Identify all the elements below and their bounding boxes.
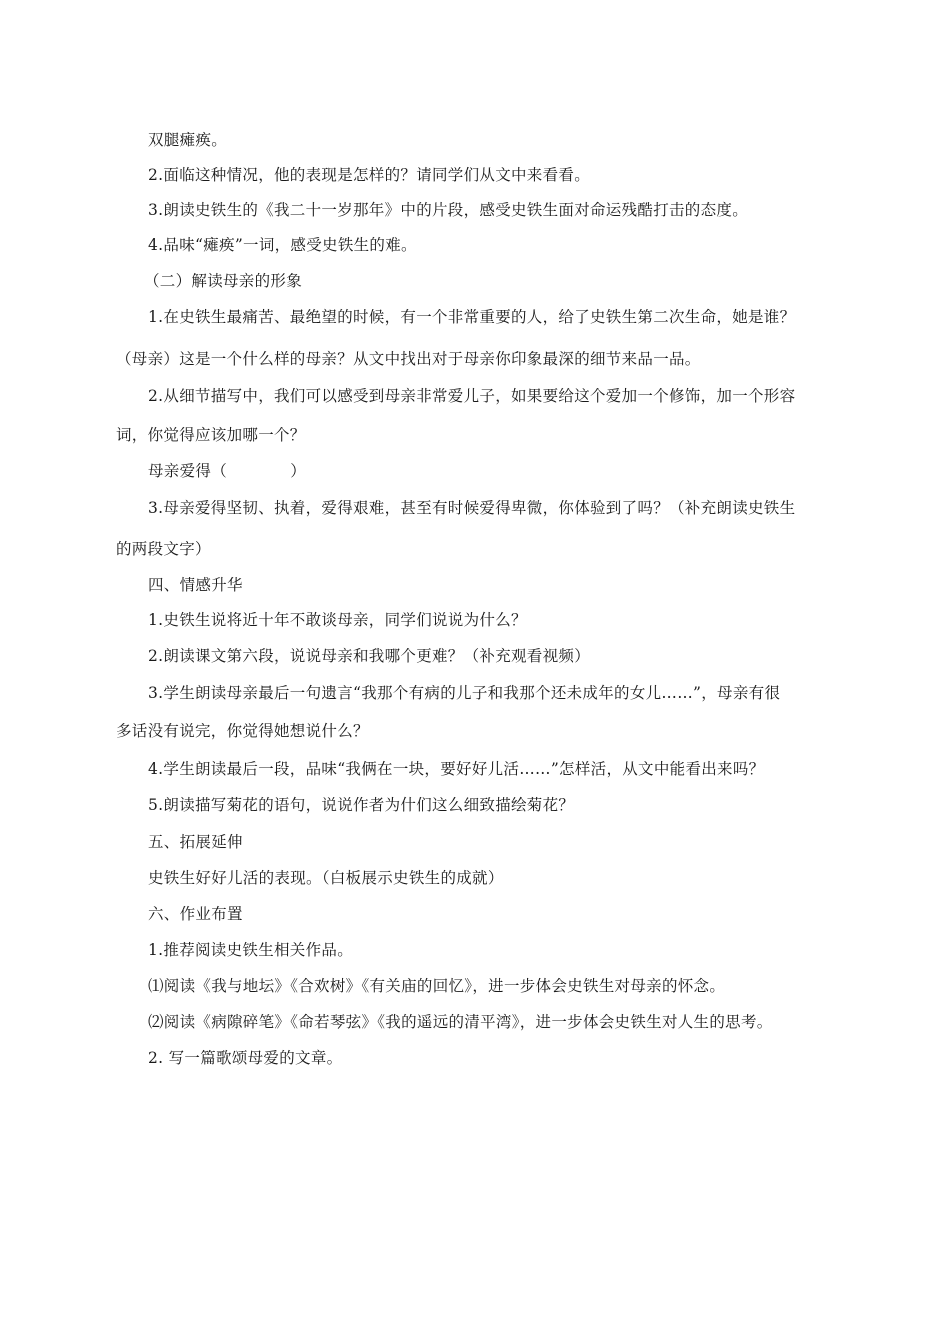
question-4: 4.品味“瘫痪”一词，感受史铁生的难。 [148, 236, 417, 254]
mother-question-3: 3.母亲爱得坚韧、执着，爱得艰难，甚至有时候爱得卑微，你体验到了吗？（补充朗读史铁生 [148, 499, 796, 517]
section-heading-mother-image: （二）解读母亲的形象 [144, 272, 303, 290]
emotion-question-5: 5.朗读描写菊花的语句，说说作者为什们这么细致描绘菊花？ [148, 796, 575, 814]
question-2: 2.面临这种情况，他的表现是怎样的？请同学们从文中来看看。 [148, 166, 590, 184]
section-heading-emotion: 四、情感升华 [148, 576, 243, 594]
question-3: 3.朗读史铁生的《我二十一岁那年》中的片段，感受史铁生面对命运残酷打击的态度。 [148, 201, 748, 219]
section-heading-extension: 五、拓展延伸 [148, 833, 243, 851]
fill-in-blank: 母亲爱得（ ） [148, 462, 307, 480]
emotion-question-3: 3.学生朗读母亲最后一句遗言“我那个有病的儿子和我那个还未成年的女儿……”，母亲有很 [148, 684, 781, 702]
emotion-question-3-cont: 多话没有说完，你觉得她想说什么？ [116, 722, 369, 740]
emotion-question-1: 1.史铁生说将近十年不敢谈母亲，同学们说说为什么？ [148, 611, 527, 629]
section-heading-homework: 六、作业布置 [148, 905, 243, 923]
text-line-1: 双腿瘫痪。 [148, 131, 228, 149]
homework-item-1b: ⑵阅读《病隙碎笔》《命若琴弦》《我的遥远的清平湾》，进一步体会史铁生对人生的思考。 [148, 1013, 773, 1031]
mother-question-2-cont: 词，你觉得应该加哪一个？ [116, 426, 306, 444]
mother-question-3-cont: 的两段文字） [116, 540, 211, 558]
emotion-question-4: 4.学生朗读最后一段，品味“我俩在一块，要好好儿活……”怎样活，从文中能看出来吗？ [148, 760, 765, 778]
homework-item-2: 2. 写一篇歌颂母爱的文章。 [148, 1049, 343, 1067]
homework-item-1: 1.推荐阅读史铁生相关作品。 [148, 941, 353, 959]
extension-text: 史铁生好好儿活的表现。（白板展示史铁生的成就） [148, 869, 504, 887]
mother-question-1: 1.在史铁生最痛苦、最绝望的时候，有一个非常重要的人，给了史铁生第二次生命，她是谁？ [148, 308, 796, 326]
mother-question-1-cont: （母亲）这是一个什么样的母亲？从文中找出对于母亲你印象最深的细节来品一品。 [116, 350, 701, 368]
emotion-question-2: 2.朗读课文第六段，说说母亲和我哪个更难？（补充观看视频） [148, 647, 590, 665]
mother-question-2: 2.从细节描写中，我们可以感受到母亲非常爱儿子，如果要给这个爱加一个修饰，加一个形容 [148, 387, 796, 405]
homework-item-1a: ⑴阅读《我与地坛》《合欢树》《有关庙的回忆》，进一步体会史铁生对母亲的怀念。 [148, 977, 726, 995]
